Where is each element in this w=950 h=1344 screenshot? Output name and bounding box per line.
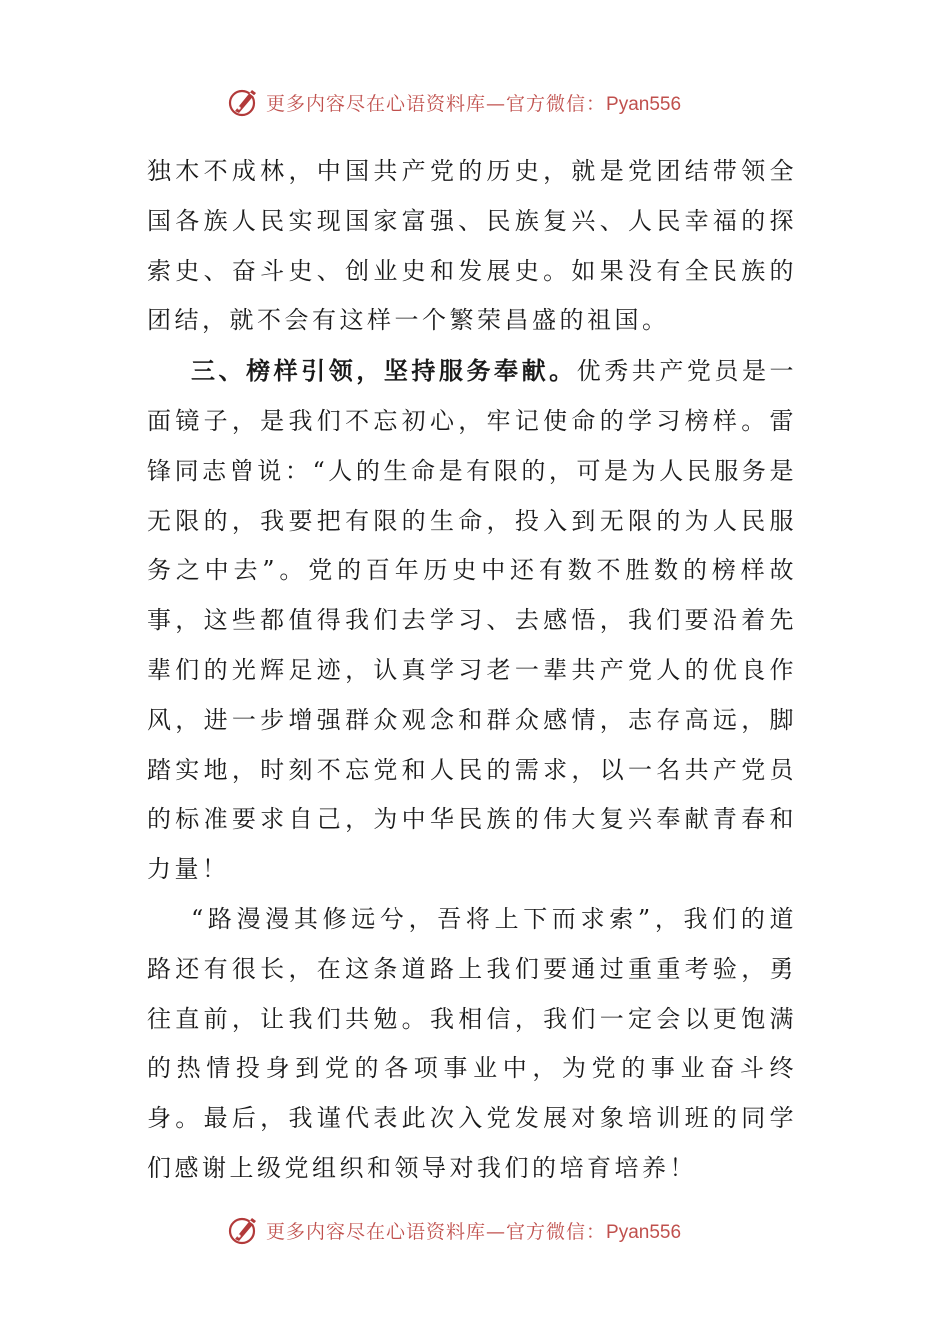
wechat-id: Pyan556: [606, 93, 682, 115]
paragraph-2: [147, 346, 797, 895]
paragraph-3: [147, 895, 797, 1194]
footer-watermark: [226, 1210, 681, 1250]
document-body: [147, 147, 797, 1194]
paragraph-1-text: 独木不成林，中国共产党的历史，就是党团结带领全国各族人民实现国家富强、民族复兴、人民幸福的探索史、奋斗史、创业史和发展史。如果没有全民族的团结，就不会有这样一个繁荣昌盛的祖国。: [147, 157, 797, 335]
paragraph-2-text: 优秀共产党员是一面镜子，是我们不忘初心，牢记使命的学习榜样。雷锋同志曾说：“人的生命是有限的，可是为人民服务是无限的，我要把有限的生命，投入到无限的为人民服务之中去”。党的百年历史中还有数不胜数的榜样故事，这些都值得我们去学习、去感悟，我们要沿着先辈们的光辉足迹，认真学习老一辈共产党人的优良作风，进一步增强群众观念和群众感情，志存高远，脚踏实地，时刻不忘党和人民的需求，以一名共产党员的标准要求自己，为中华民族的伟大复兴奉献青春和力量！: [147, 357, 798, 884]
header-watermark: [226, 82, 681, 122]
watermark-text: 更多内容尽在心语资料库—官方微信：Pyan556: [266, 92, 682, 115]
section-heading: 三、榜样引领，坚持服务奉献。: [191, 356, 577, 386]
watermark-text: 更多内容尽在心语资料库—官方微信：Pyan556: [266, 1220, 682, 1243]
pen-nib-circle-icon: [226, 84, 262, 120]
wechat-id: Pyan556: [606, 1221, 682, 1243]
paragraph-1: [147, 147, 797, 346]
pen-nib-circle-icon: [226, 1212, 262, 1248]
paragraph-3-text: “路漫漫其修远兮，吾将上下而求索”，我们的道路还有很长，在这条道路上我们要通过重重考验，勇往直前，让我们共勉。我相信，我们一定会以更饱满的热情投身到党的各项事业中，为党的事业奋斗终身。最后，我谨代表此次入党发展对象培训班的同学们感谢上级党组织和领导对我们的培育培养！: [147, 904, 797, 1182]
